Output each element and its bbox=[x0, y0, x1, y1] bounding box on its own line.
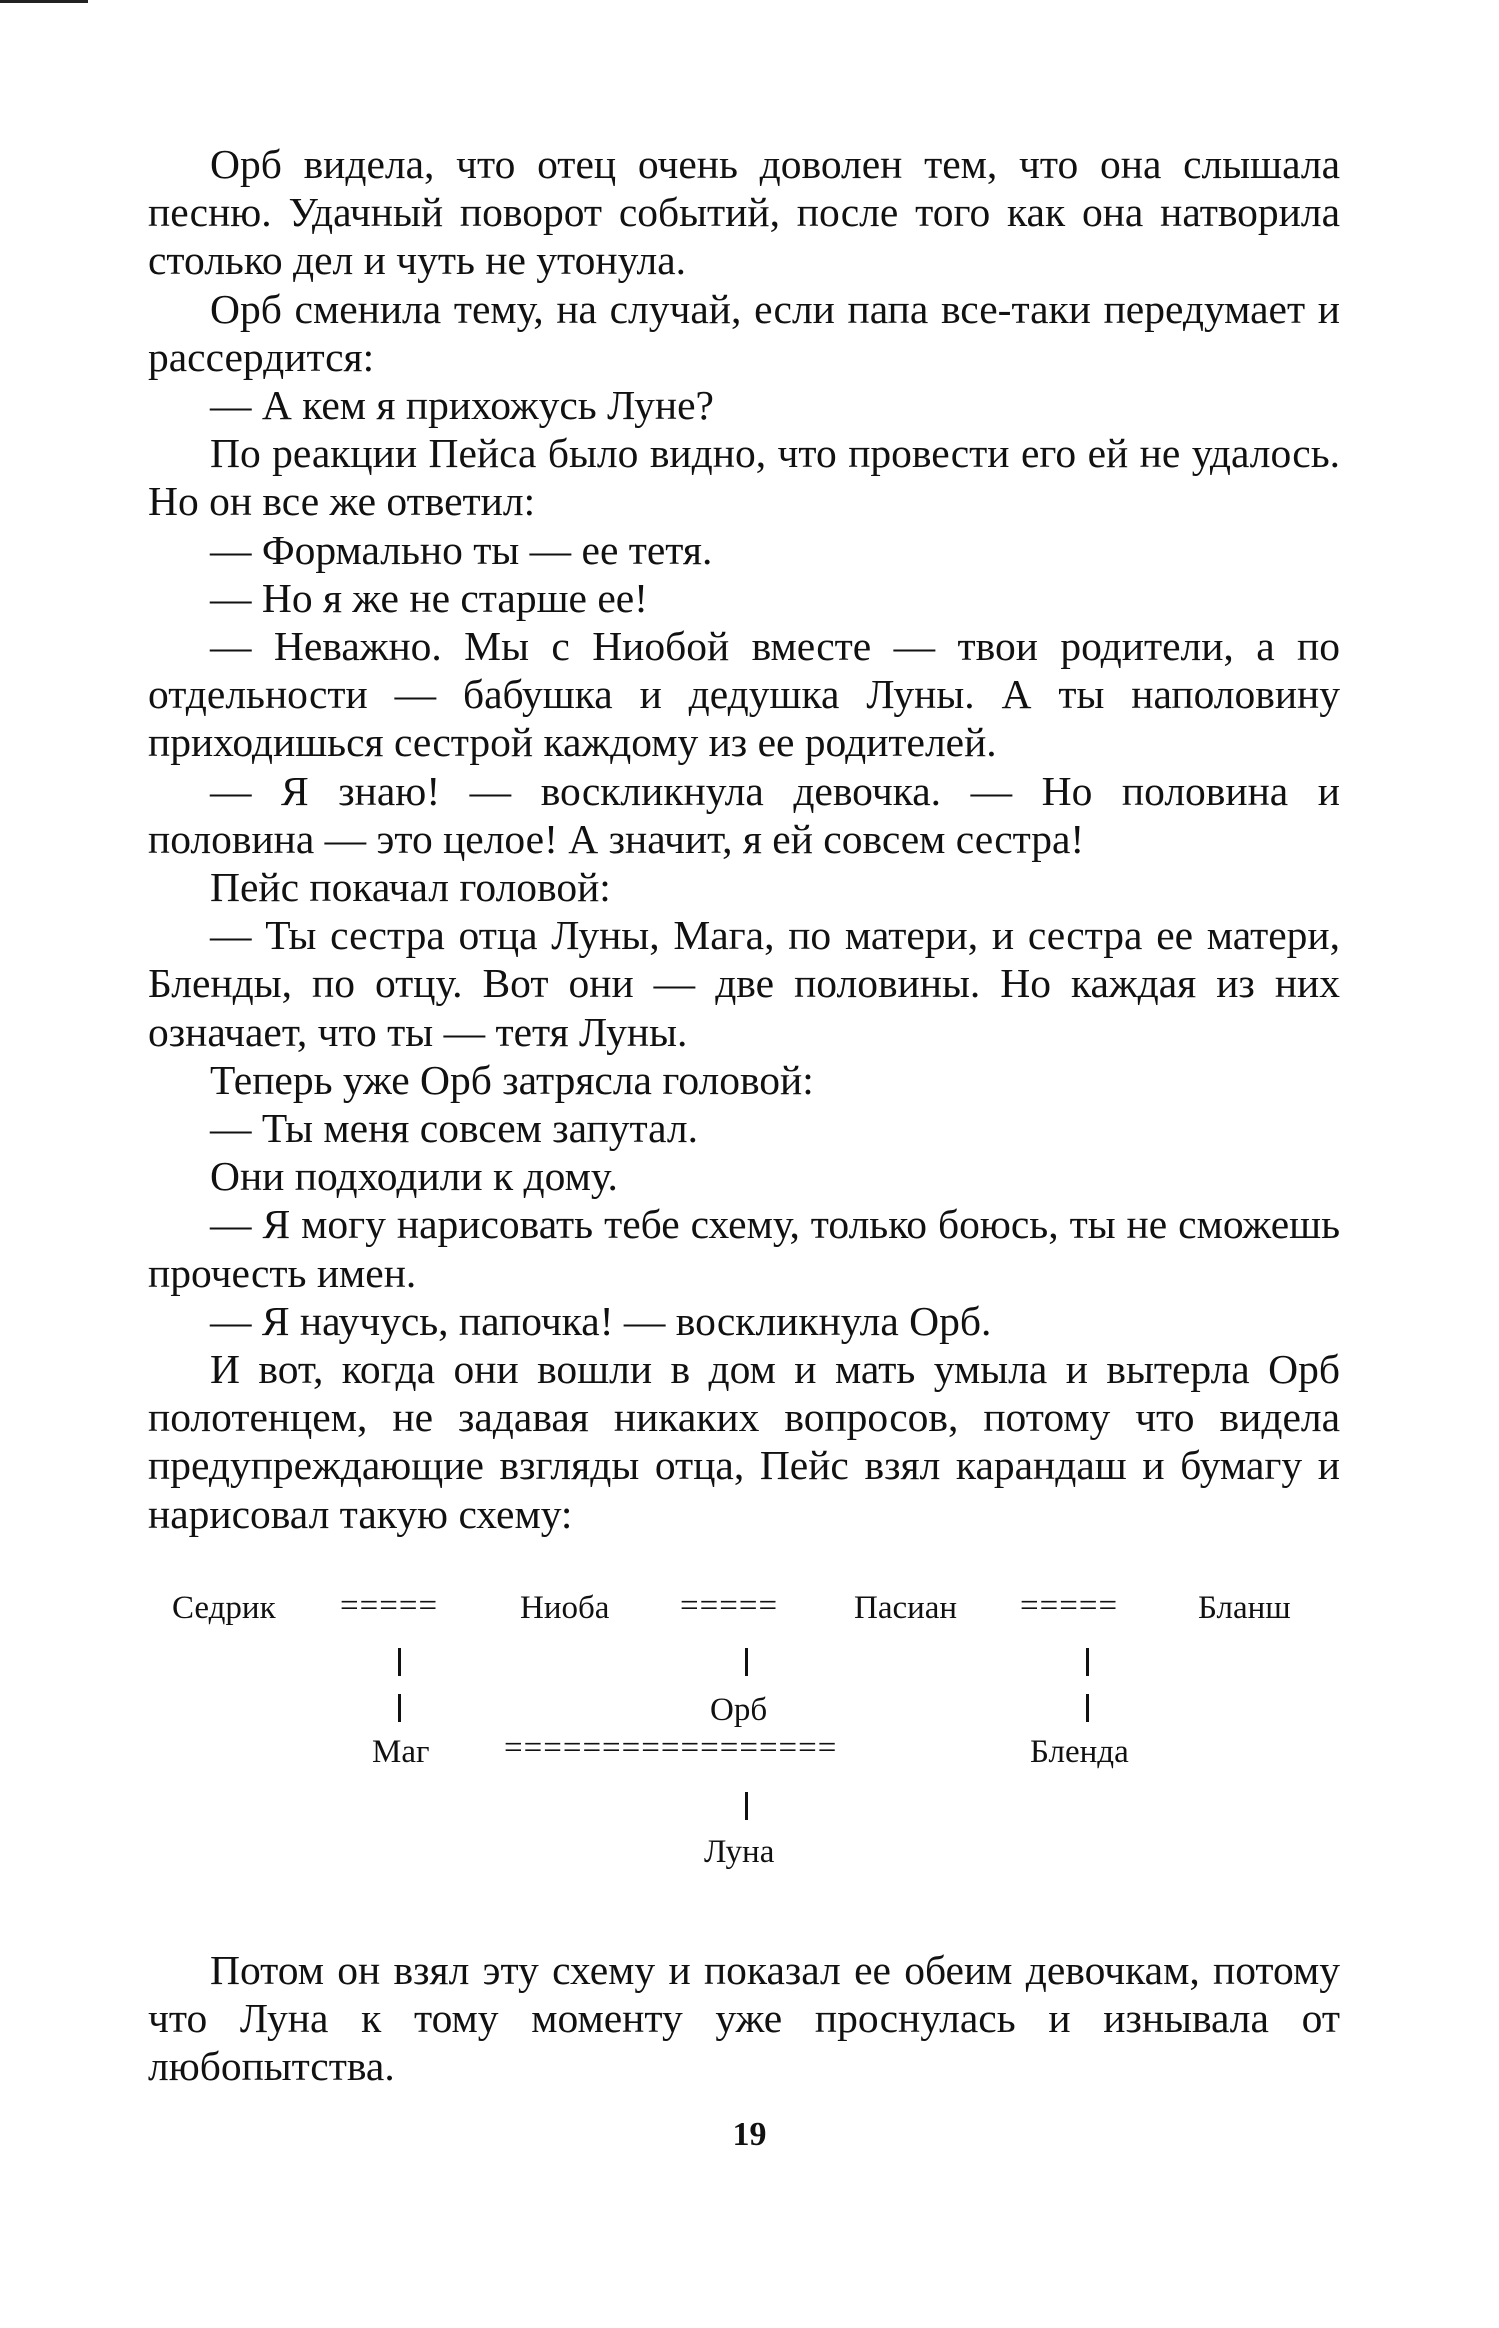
paragraph: Пейс покачал головой: bbox=[210, 864, 611, 911]
descent-line bbox=[398, 1648, 401, 1676]
dialogue-line: — Ты сестра отца Луны, Мага, по матери, и сестра ее матери, Бленды, по отцу. Вот они — две половины. Но каждая из них означает, что ты — тетя Луны. bbox=[148, 912, 1340, 1055]
paragraph: Потом он взял эту схему и показал ее обеим девочкам, потому что Луна к тому моменту уже проснулась и изнывала от любопытства. bbox=[148, 1947, 1340, 2090]
marriage-link-long: ================= bbox=[504, 1730, 838, 1766]
closing-text bbox=[148, 1946, 1340, 2091]
dialogue-line: — Я могу нарисовать тебе схему, только боюсь, ты не сможешь прочесть имен. bbox=[148, 1201, 1340, 1296]
dialogue-line: — Я научусь, папочка! — воскликнула Орб. bbox=[210, 1297, 992, 1344]
descent-line bbox=[1086, 1648, 1089, 1676]
paragraph: Они подходили к дому. bbox=[210, 1153, 618, 1200]
name-nioba: Ниоба bbox=[520, 1590, 610, 1626]
dialogue-line: — А кем я прихожусь Луне? bbox=[210, 382, 714, 429]
paragraph: Теперь уже Орб затрясла головой: bbox=[210, 1056, 814, 1103]
marriage-link: ===== bbox=[340, 1588, 439, 1624]
descent-line bbox=[745, 1648, 748, 1676]
family-tree-diagram bbox=[148, 1570, 1340, 1890]
paragraph: По реакции Пейса было видно, что провести его ей не удалось. Но он все же ответил: bbox=[148, 430, 1340, 525]
paragraph: Орб сменила тему, на случай, если папа все-таки передумает и рассердится: bbox=[148, 285, 1340, 380]
dialogue-line: — Формально ты — ее тетя. bbox=[210, 526, 713, 573]
dialogue-line: — Я знаю! — воскликнула девочка. — Но половина и половина — это целое! А значит, я ей совсем сестра! bbox=[148, 767, 1340, 862]
name-mag: Маг bbox=[372, 1734, 430, 1770]
page-number: 19 bbox=[732, 2116, 767, 2153]
name-blansh: Бланш bbox=[1198, 1590, 1291, 1626]
name-luna: Луна bbox=[704, 1834, 775, 1870]
paragraph: И вот, когда они вошли в дом и мать умыла и вытерла Орб полотенцем, не задавая никаких вопросов, потому что видела предупреждающие взгляды отца, Пейс взял карандаш и бумагу и нарисовал такую схему: bbox=[148, 1346, 1340, 1537]
dialogue-line: — Неважно. Мы с Ниобой вместе — твои родители, а по отдельности — бабушка и дедушка Луны. А ты наполовину приходишься сестрой каждому из ее родителей. bbox=[148, 623, 1340, 766]
dialogue-line: — Но я же не старше ее! bbox=[210, 574, 648, 621]
name-sedrik: Седрик bbox=[172, 1590, 276, 1626]
name-blenda: Бленда bbox=[1030, 1734, 1129, 1770]
descent-line bbox=[745, 1792, 748, 1820]
name-pasian: Пасиан bbox=[854, 1590, 958, 1626]
top-rule bbox=[0, 0, 88, 3]
dialogue-line: — Ты меня совсем запутал. bbox=[210, 1105, 699, 1152]
paragraph: Орб видела, что отец очень доволен тем, что она слышала песню. Удачный поворот событий, после того как она натворила столько дел и чуть не утонула. bbox=[148, 141, 1340, 284]
main-text bbox=[148, 140, 1340, 1538]
marriage-link: ===== bbox=[680, 1588, 779, 1624]
marriage-link: ===== bbox=[1020, 1588, 1119, 1624]
name-orb: Орб bbox=[710, 1692, 768, 1728]
descent-line bbox=[398, 1694, 401, 1722]
descent-line bbox=[1086, 1694, 1089, 1722]
